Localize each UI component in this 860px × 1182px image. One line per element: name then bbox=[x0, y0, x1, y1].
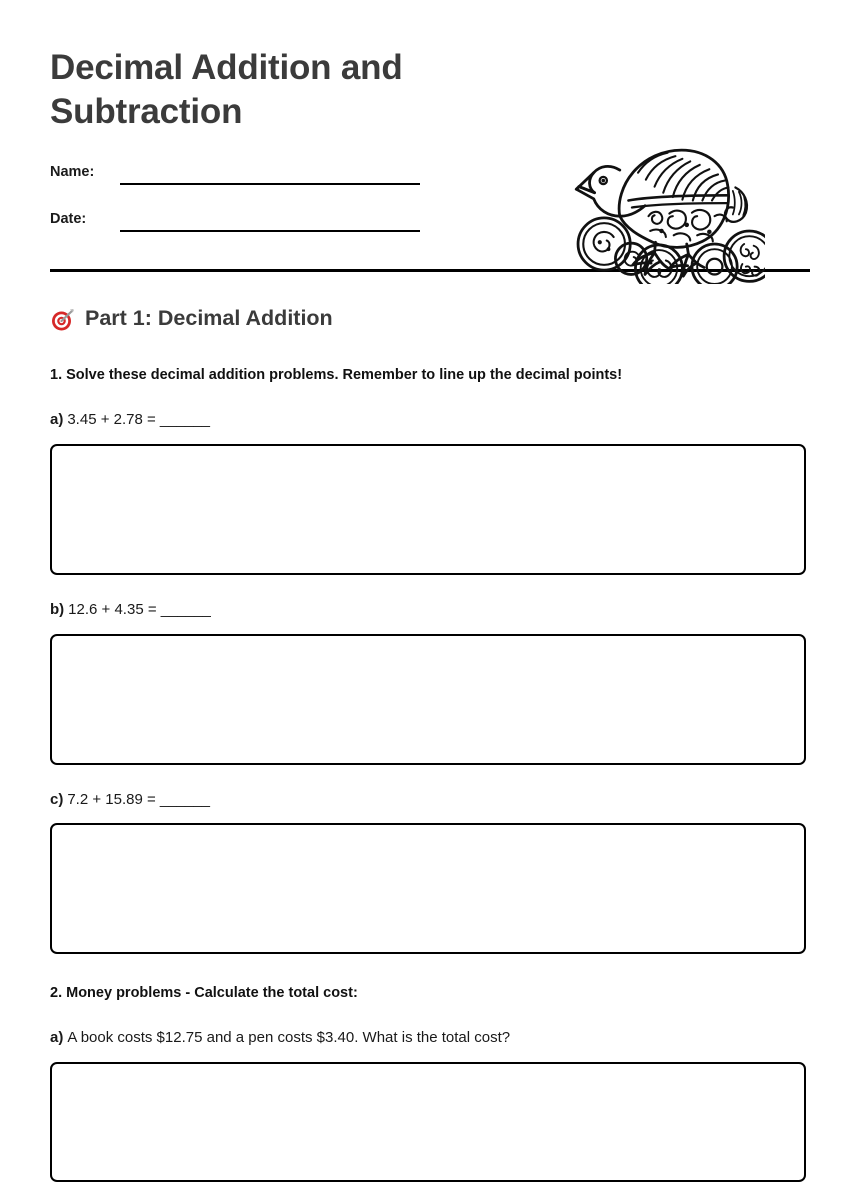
problem-b-label: b) bbox=[50, 600, 65, 618]
answer-box-c[interactable] bbox=[50, 823, 806, 954]
section-title: Part 1: Decimal Addition bbox=[85, 306, 333, 331]
name-field-label: Name: bbox=[50, 163, 95, 180]
problem-b bbox=[50, 601, 810, 620]
worksheet-header bbox=[50, 0, 810, 234]
question1-prompt: 1. Solve these decimal addition problems. Remember to line up the decimal points! bbox=[50, 367, 623, 384]
date-field-input[interactable] bbox=[120, 229, 420, 232]
problem-c-text: 7.2 + 15.89 = ______ bbox=[67, 790, 210, 808]
page-title: Decimal Addition and Subtraction bbox=[50, 48, 403, 132]
answer-box-b[interactable] bbox=[50, 634, 806, 765]
money-problem-a-text: A book costs $12.75 and a pen costs $3.40. What is the total cost? bbox=[67, 1029, 511, 1047]
answer-box-money-a[interactable] bbox=[50, 1062, 806, 1182]
problem-a bbox=[50, 411, 810, 430]
target-dart-icon bbox=[50, 306, 76, 332]
name-field-input[interactable] bbox=[120, 182, 420, 185]
money-problem-a-label: a) bbox=[50, 1029, 64, 1047]
date-field-label: Date: bbox=[50, 210, 87, 227]
problem-c-label: c) bbox=[50, 790, 64, 808]
money-problem-a bbox=[50, 1029, 810, 1048]
answer-box-a[interactable] bbox=[50, 444, 806, 575]
problem-a-text: 3.45 + 2.78 = ______ bbox=[67, 411, 210, 429]
question2-prompt: 2. Money problems - Calculate the total cost: bbox=[50, 985, 358, 1002]
problem-b-text: 12.6 + 4.35 = ______ bbox=[68, 600, 211, 618]
problem-a-label: a) bbox=[50, 411, 64, 429]
kiwi-bird-koru-illustration bbox=[565, 104, 765, 284]
section-header-part1 bbox=[50, 306, 810, 332]
problem-c bbox=[50, 791, 810, 810]
